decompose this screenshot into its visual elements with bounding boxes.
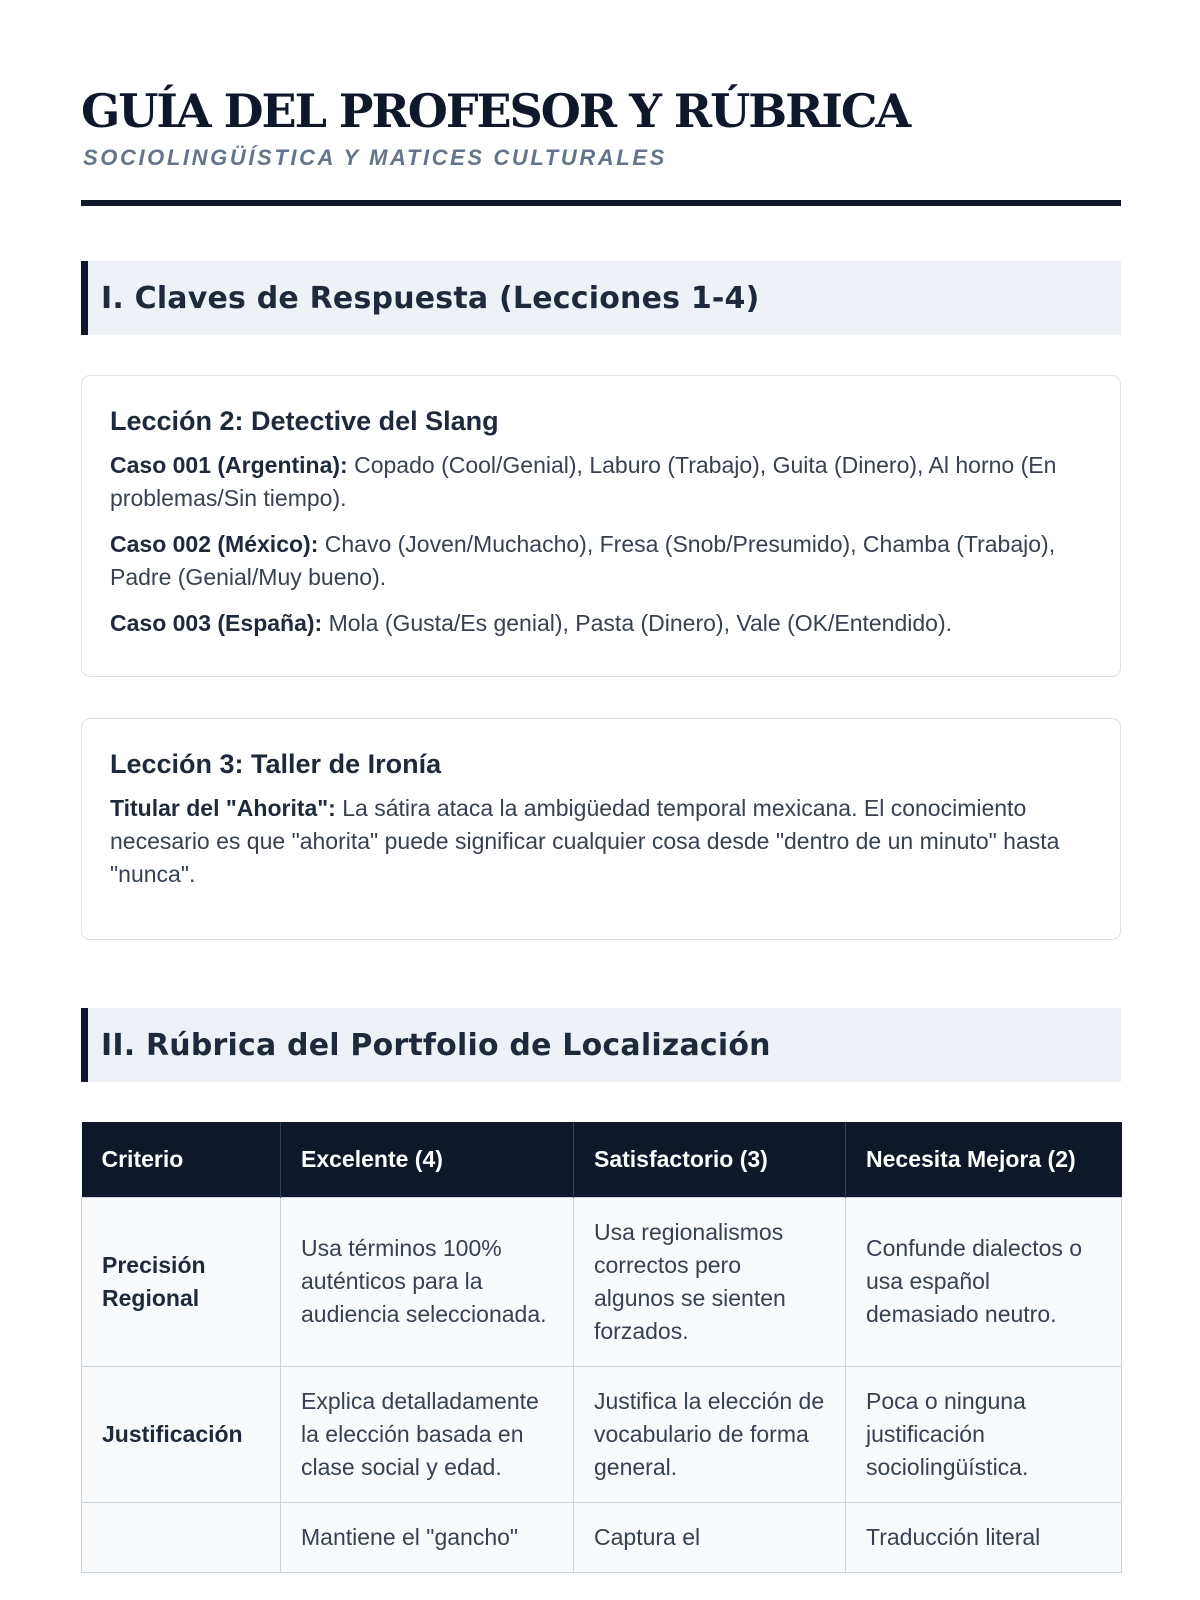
column-header: Necesita Mejora (2) [846, 1122, 1122, 1197]
case-label: Caso 001 (Argentina): [110, 452, 348, 478]
excellent-cell: Mantiene el "gancho" [281, 1502, 574, 1572]
criterion-cell: Precisión Regional [82, 1197, 281, 1366]
document-title: GUÍA DEL PROFESOR Y RÚBRICA [81, 84, 910, 138]
case-text: Mola (Gusta/Es genial), Pasta (Dinero), Vale (OK/Entendido). [322, 610, 952, 636]
lesson-3-title: Lección 3: Taller de Ironía [110, 749, 442, 779]
case-label: Caso 002 (México): [110, 531, 319, 557]
rubric-table [81, 1122, 1122, 1573]
answer-label: Titular del "Ahorita": [110, 795, 336, 821]
section-heading-answer-keys [81, 261, 1121, 335]
table-row [82, 1197, 1122, 1366]
section-heading-text: II. Rúbrica del Portfolio de Localización [101, 1027, 771, 1063]
case-001-answer [110, 449, 1092, 515]
column-header: Excelente (4) [281, 1122, 574, 1197]
satisfactory-cell: Justifica la elección de vocabulario de forma general. [574, 1366, 846, 1502]
case-label: Caso 003 (España): [110, 610, 323, 636]
lesson-3-card [81, 718, 1121, 940]
table-row [82, 1366, 1122, 1502]
section-heading-text: I. Claves de Respuesta (Lecciones 1-4) [101, 280, 760, 316]
criterion-cell: Justificación [82, 1366, 281, 1502]
answer-text: La sátira ataca la ambigüedad temporal mexicana. El conocimiento necesario es que "ahorita" puede significar cualquier cosa desde "dentro de un minuto" hasta "nunca". [110, 795, 1060, 887]
excellent-cell: Usa términos 100% auténticos para la audiencia seleccionada. [281, 1197, 574, 1366]
document-subtitle: SOCIOLINGÜÍSTICA Y MATICES CULTURALES [83, 145, 667, 170]
case-text: Copado (Cool/Genial), Laburo (Trabajo), Guita (Dinero), Al horno (En problemas/Sin tiempo). [110, 452, 1057, 511]
excellent-cell: Explica detalladamente la elección basada en clase social y edad. [281, 1366, 574, 1502]
ahorita-headline-answer [110, 792, 1092, 891]
column-header: Criterio [82, 1122, 281, 1197]
needs-improvement-cell: Poca o ninguna justificación sociolingüística. [846, 1366, 1122, 1502]
column-header: Satisfactorio (3) [574, 1122, 846, 1197]
satisfactory-cell: Usa regionalismos correctos pero algunos se sienten forzados. [574, 1197, 846, 1366]
case-002-answer [110, 528, 1092, 594]
lesson-2-card [81, 375, 1121, 677]
title-divider [81, 200, 1121, 206]
lesson-2-title: Lección 2: Detective del Slang [110, 406, 499, 436]
case-text: Chavo (Joven/Muchacho), Fresa (Snob/Presumido), Chamba (Trabajo), Padre (Genial/Muy bueno). [110, 531, 1056, 590]
criterion-cell [82, 1502, 281, 1572]
case-003-answer [110, 607, 1092, 640]
satisfactory-cell: Captura el [574, 1502, 846, 1572]
needs-improvement-cell: Traducción literal [846, 1502, 1122, 1572]
rubric-header-row [82, 1122, 1122, 1197]
needs-improvement-cell: Confunde dialectos o usa español demasiado neutro. [846, 1197, 1122, 1366]
table-row [82, 1502, 1122, 1572]
section-heading-rubric [81, 1008, 1121, 1082]
